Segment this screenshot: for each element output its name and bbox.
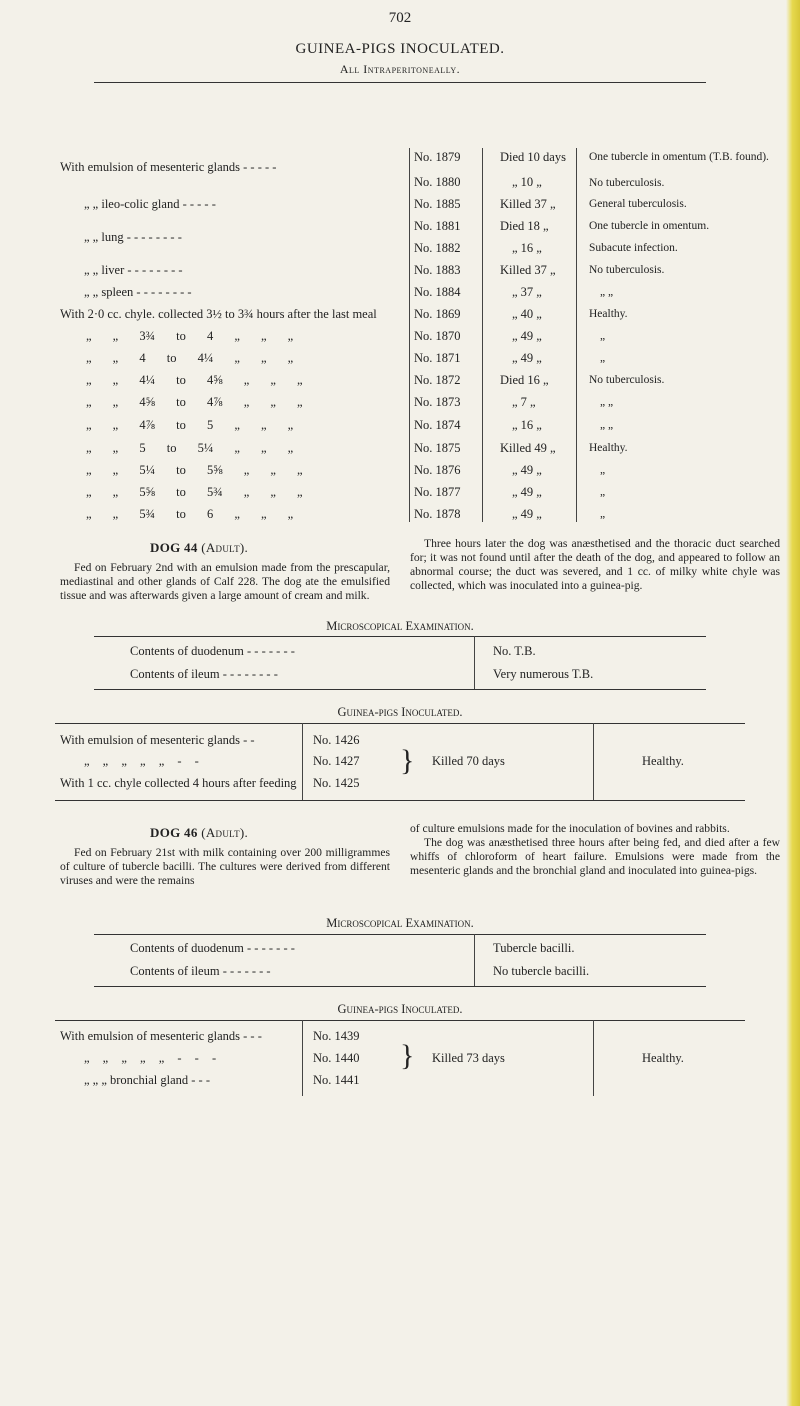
column-divider (302, 1020, 303, 1096)
column-divider (409, 410, 410, 522)
table-row-material: „ „ 4⅞ to 5 „ „ „ (86, 418, 294, 432)
table-row-result: „ 49 „ (512, 329, 542, 343)
table-row-result: Died 16 „ (500, 373, 549, 387)
table-row-material: With emulsion of mesenteric glands - - (60, 733, 255, 747)
brace-icon: } (400, 1039, 415, 1072)
table-rule (55, 800, 745, 801)
table-row-notes: General tuberculosis. (589, 198, 687, 210)
table-row-material: „ „ 4¼ to 4⅝ „ „ „ (86, 373, 303, 387)
table-row-number: No. 1876 (414, 463, 461, 477)
table-row-result: Killed 37 „ (500, 197, 556, 211)
table-row-number: No. 1875 (414, 441, 461, 455)
table-row-number: No. 1440 (313, 1051, 360, 1065)
table-row-notes: One tubercle in omentum. (589, 220, 710, 232)
table-row-material: „ „ „ „ „ - - (84, 754, 199, 768)
table-row-result: „ 16 „ (512, 241, 542, 255)
table-row-number: No. 1882 (414, 241, 461, 255)
page-number: 702 (388, 10, 412, 26)
table-row-number: No. 1425 (313, 776, 360, 790)
table-row-result: Killed 70 days (432, 754, 505, 768)
table-row-number: No. 1439 (313, 1029, 360, 1043)
table-row-number: No. 1885 (414, 197, 461, 211)
table-row-notes: No tuberculosis. (589, 264, 665, 276)
table-row-material: „ „ 5¼ to 5⅝ „ „ „ (86, 463, 303, 477)
table-row-label: Contents of ileum - - - - - - - - (130, 667, 278, 681)
table-rule (55, 723, 745, 724)
table-rule (94, 689, 706, 690)
table-row-value: No. T.B. (493, 644, 536, 658)
page-edge (786, 0, 800, 1406)
table-row-number: No. 1877 (414, 485, 461, 499)
column-divider (474, 934, 475, 986)
page-subtitle: All Intraperitoneally. (339, 62, 461, 76)
table-row-material: „ „ 4 to 4¼ „ „ „ (86, 351, 294, 365)
table-rule (94, 636, 706, 637)
table-row-result: Killed 73 days (432, 1051, 505, 1065)
table-row-notes: Subacute infection. (589, 242, 678, 254)
table-row-notes: Healthy. (589, 442, 628, 454)
table-row-result: „ 49 „ (512, 463, 542, 477)
table-row-value: Very numerous T.B. (493, 667, 594, 681)
table-rule (55, 1020, 745, 1021)
table-row-result: Killed 37 „ (500, 263, 556, 277)
column-divider (482, 148, 483, 410)
table-row-number: No. 1874 (414, 418, 461, 432)
table-row-notes: „ (600, 508, 606, 520)
table-rule (94, 934, 706, 935)
table-row-material: „ „ spleen - - - - - - - - (84, 285, 192, 299)
column-divider (593, 1020, 594, 1096)
table-row-result: „ 37 „ (512, 285, 542, 299)
guinea-pig-heading: Guinea-pigs Inoculated. (337, 705, 463, 719)
column-divider (576, 148, 577, 410)
page-title: GUINEA-PIGS INOCULATED. (295, 41, 505, 57)
column-divider (474, 636, 475, 689)
table-row-number: No. 1441 (313, 1073, 360, 1087)
table-row-material: „ „ liver - - - - - - - - (84, 263, 183, 277)
table-row-material: With emulsion of mesenteric glands - - - (60, 1029, 262, 1043)
column-divider (593, 723, 594, 800)
column-divider (576, 410, 577, 522)
section-title: DOG 46 (Adult). (150, 825, 249, 840)
table-row-number: No. 1878 (414, 507, 461, 521)
table-row-material: „ „ „ bronchial gland - - - (84, 1073, 210, 1087)
table-row-notes: Healthy. (589, 308, 628, 320)
table-row-notes: No tuberculosis. (589, 177, 665, 189)
table-row-label: Contents of ileum - - - - - - - (130, 964, 271, 978)
table-row-material: With emulsion of mesenteric glands - - - - - (60, 160, 277, 174)
table-row-number: No. 1426 (313, 733, 360, 747)
procedure-paragraph-2: The dog was anæsthetised three hours after being fed, and died after a few whiffs of chloroform of heart failure. Emulsions were made from the mesenteric glands and the bronchial gland and inoculated into guinea-pigs. (410, 836, 780, 877)
table-row-label: Contents of duodenum - - - - - - - (130, 644, 295, 658)
table-row-number: No. 1869 (414, 307, 461, 321)
table-row-number: No. 1884 (414, 285, 461, 299)
table-row-result: „ 49 „ (512, 485, 542, 499)
table-row-notes: „ „ (600, 396, 614, 408)
procedure-paragraph-1: of culture emulsions made for the inoculation of bovines and rabbits. (410, 822, 730, 835)
table-row-notes: „ (600, 464, 606, 476)
column-divider (409, 148, 410, 410)
table-row-material: „ „ „ „ „ - - - (84, 1051, 217, 1065)
table-row-value: Tubercle bacilli. (493, 941, 575, 955)
table-row-notes: One tubercle in omentum (T.B. found). (589, 151, 769, 163)
table-row-notes: No tuberculosis. (589, 374, 665, 386)
procedure-paragraph: Three hours later the dog was anæsthetised and the thoracic duct searched for; it was not found until after the death of the dog, and appeared to follow an abnormal course; the duct was severed, and 1 cc. of milky white chyle was collected, which was inoculated into a guinea-pig. (410, 537, 780, 592)
table-row-material: With 1 cc. chyle collected 4 hours after feeding (60, 776, 297, 790)
guinea-pig-heading: Guinea-pigs Inoculated. (337, 1002, 463, 1016)
feeding-paragraph: Fed on February 2nd with an emulsion made from the prescapular, mediastinal and other glands of Calf 228. The dog ate the emulsified tissue and was afterwards given a large amount of cream and milk. (60, 561, 390, 602)
procedure-paragraph (410, 822, 780, 878)
heading-rule (94, 82, 706, 83)
table-row-material: „ „ 5⅝ to 5¾ „ „ „ (86, 485, 303, 499)
table-row-notes: Healthy. (642, 1051, 684, 1065)
table-row-result: „ 10 „ (512, 175, 542, 189)
microscopy-heading: Microscopical Examination. (326, 619, 474, 633)
table-row-result: „ 49 „ (512, 351, 542, 365)
table-row-result: Died 10 days (500, 150, 566, 164)
table-row-number: No. 1873 (414, 395, 461, 409)
table-row-number: No. 1880 (414, 175, 461, 189)
table-row-material: „ „ 3¾ to 4 „ „ „ (86, 329, 294, 343)
table-row-notes: „ „ (600, 286, 614, 298)
table-row-material: „ „ 4⅝ to 4⅞ „ „ „ (86, 395, 303, 409)
table-row-number: No. 1872 (414, 373, 461, 387)
section-title: DOG 44 (Adult). (150, 540, 249, 555)
table-row-label: Contents of duodenum - - - - - - - (130, 941, 295, 955)
table-row-result: Killed 49 „ (500, 441, 556, 455)
table-row-value: No tubercle bacilli. (493, 964, 590, 978)
table-row-number: No. 1870 (414, 329, 461, 343)
table-row-number: No. 1881 (414, 219, 461, 233)
brace-icon: } (400, 744, 415, 777)
table-row-material: „ „ 5¾ to 6 „ „ „ (86, 507, 294, 521)
column-divider (302, 723, 303, 800)
table-row-notes: „ (600, 352, 606, 364)
feeding-paragraph: Fed on February 21st with milk containing over 200 milligrammes of culture of tubercle bacilli. The cultures were derived from different viruses and were the remains (60, 846, 390, 887)
table-rule (94, 986, 706, 987)
table-row-material: „ „ lung - - - - - - - - (84, 230, 182, 244)
table-row-number: No. 1883 (414, 263, 461, 277)
table-row-result: „ 16 „ (512, 418, 542, 432)
table-row-notes: „ (600, 330, 606, 342)
table-row-notes: „ (600, 486, 606, 498)
table-row-material: „ „ ileo-colic gland - - - - - (84, 197, 216, 211)
table-row-result: „ 49 „ (512, 507, 542, 521)
table-row-material: „ „ 5 to 5¼ „ „ „ (86, 441, 294, 455)
table-row-material: With 2·0 cc. chyle. collected 3½ to 3¾ hours after the last meal (60, 307, 377, 321)
microscopy-heading: Microscopical Examination. (326, 916, 474, 930)
table-row-number: No. 1427 (313, 754, 360, 768)
table-row-result: Died 18 „ (500, 219, 549, 233)
table-row-number: No. 1871 (414, 351, 461, 365)
table-row-result: „ 7 „ (512, 395, 536, 409)
table-row-notes: „ „ (600, 419, 614, 431)
table-row-notes: Healthy. (642, 754, 684, 768)
table-row-number: No. 1879 (414, 150, 461, 164)
table-row-result: „ 40 „ (512, 307, 542, 321)
column-divider (482, 410, 483, 522)
